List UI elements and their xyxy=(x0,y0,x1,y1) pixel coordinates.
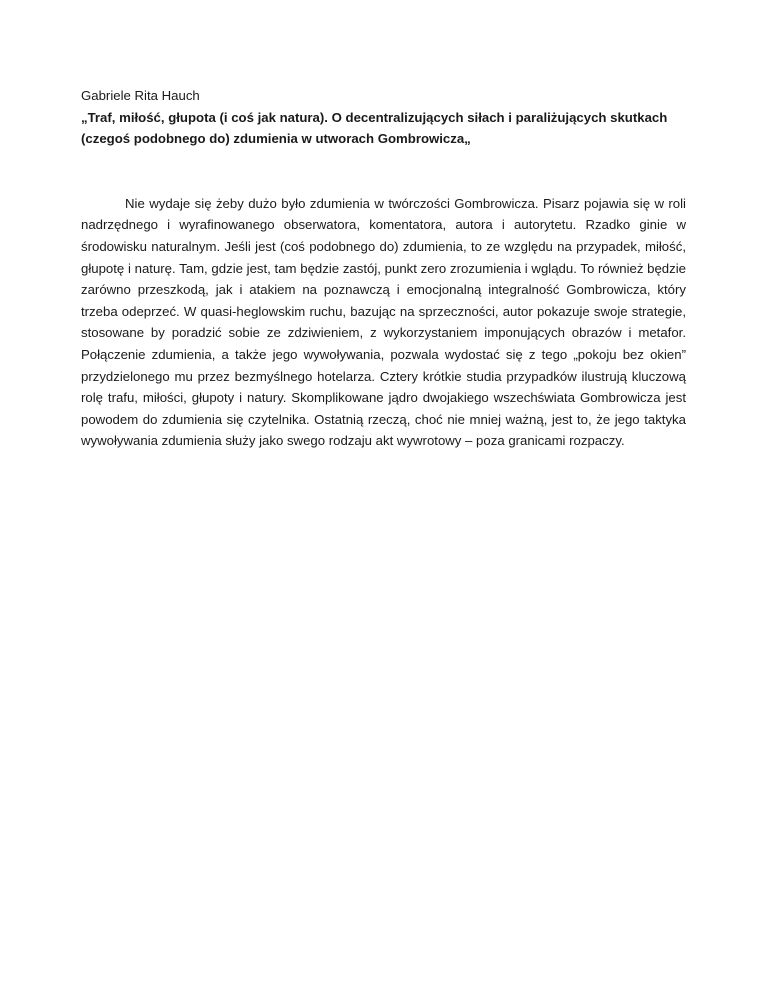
author-name: Gabriele Rita Hauch xyxy=(81,88,200,103)
document-body xyxy=(81,85,686,452)
document-title: „Traf, miłość, głupota (i coś jak natura). O decentralizujących siłach i paraliżujących skutkach (czegoś podobnego do) zdumienia w utworach Gombrowicza„ xyxy=(81,109,668,147)
abstract-paragraph: Nie wydaje się żeby dużo było zdumienia w twórczości Gombrowicza. Pisarz pojawia się w roli nadrzędnego i wyrafinowanego obserwatora, komentatora, autora i autorytetu. Rzadko ginie w środowisku naturalnym. Jeśli jest (coś podobnego do) zdumienia, to ze względu na przypadek, miłość, głupotę i naturę. Tam, gdzie jest, tam będzie zastój, punkt zero zrozumienia i wglądu. To również będzie zarówno przeszkodą, jak i atakiem na poznawczą i emocjonalną integralność Gombrowicza, który trzeba odeprzeć. W quasi-heglowskim ruchu, bazując na sprzeczności, autor pokazuje swoje strategie, stosowane by poradzić sobie ze zdziwieniem, z wykorzystaniem imponujących obrazów i metafor. Połączenie zdumienia, a także jego wywoływania, pozwala wydostać się z tego „pokoju bez okien” przydzielonego mu przez bezmyślnego hotelarza. Cztery krótkie studia przypadków ilustrują kluczową rolę trafu, miłości, głupoty i natury. Skomplikowane jądro dwojakiego wszechświata Gombrowicza jest powodem do zdumienia się czytelnika. Ostatnią rzeczą, choć nie mniej ważną, jest to, że jego taktyka wywoływania zdumienia służy jako swego rodzaju akt wywrotowy – poza granicami rozpaczy. xyxy=(81,195,686,449)
